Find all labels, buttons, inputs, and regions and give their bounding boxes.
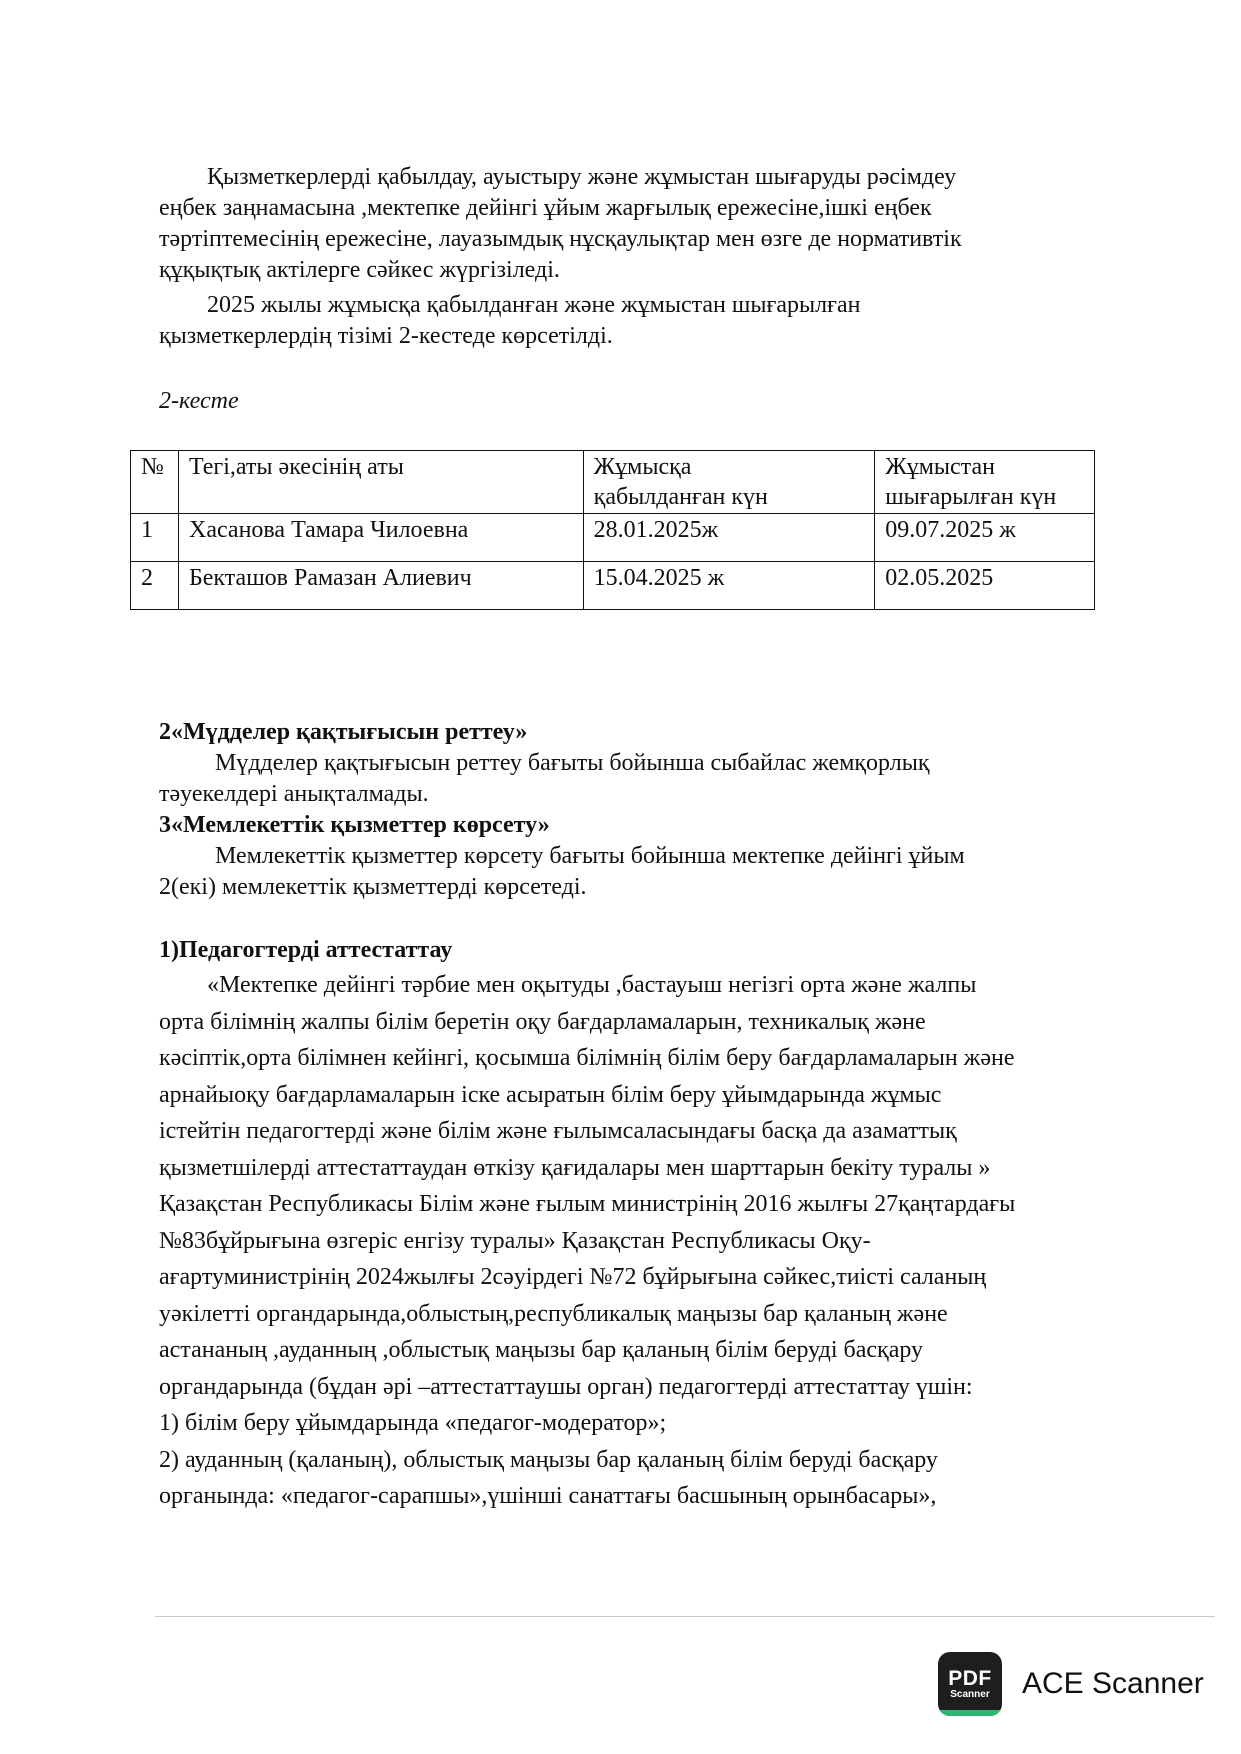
section-2-heading: 2«Мүдделер қақтығысын реттеу» — [159, 719, 528, 745]
attestation-heading: 1)Педагогтерді аттестаттау — [159, 937, 453, 963]
text-line: 2(екі) мемлекеттік қызметтерді көрсетеді. — [159, 874, 587, 900]
scan-edge-line — [155, 1616, 1215, 1617]
pdf-icon-label: PDF — [948, 1666, 992, 1690]
scanner-app-name: ACE Scanner — [1022, 1667, 1204, 1700]
section-3-heading: 3«Мемлекеттік қызметтер көрсету» — [159, 812, 550, 838]
row-full-name: Бекташов Рамазан Алиевич — [178, 562, 583, 610]
row-number: 2 — [131, 562, 179, 610]
attestation-body — [159, 967, 1159, 1515]
text-line: Мемлекеттік қызметтер көрсету бағыты бойынша мектепке дейінгі ұйым — [215, 843, 965, 869]
text-line: арнайыоқу бағдарламаларын іске асыратын білім беру ұйымдарында жұмыс — [159, 1081, 942, 1108]
text-line: қызметшілерді аттестаттаудан өткізу қағидалары мен шарттарын бекіту туралы » — [159, 1154, 991, 1181]
row-dismissal-date: 02.05.2025 — [875, 562, 1095, 610]
row-hire-date: 15.04.2025 ж — [583, 562, 875, 610]
row-number: 1 — [131, 514, 179, 562]
text-line: тәуекелдері анықталмады. — [159, 781, 429, 807]
intro-paragraph-1 — [159, 162, 1159, 286]
header-dismissal-date: Жұмыстан шығарылған күн — [875, 451, 1095, 514]
pdf-scanner-icon — [938, 1652, 1002, 1716]
text-line: кәсіптік,орта білімнен кейінгі, қосымша білімнің білім беру бағдарламаларын және — [159, 1045, 1015, 1071]
row-full-name: Хасанова Тамара Чилоевна — [178, 514, 583, 562]
text-line: органында: «педагог-сарапшы»,үшінші санаттағы басшының орынбасары», — [159, 1483, 937, 1509]
table-row — [131, 562, 1095, 610]
staff-table — [130, 450, 1095, 610]
row-dismissal-date: 09.07.2025 ж — [875, 514, 1095, 562]
text-line: орта білімнің жалпы білім беретін оқу бағдарламаларын, техникалық және — [159, 1008, 926, 1035]
text-line: 2) ауданның (қаланың), облыстық маңызы бар қаланың білім беруді басқару — [159, 1446, 938, 1473]
text-line: Қызметкерлерді қабылдау, ауыстыру және жұмыстан шығаруды рәсімдеу — [207, 164, 957, 190]
text-line: 1) білім беру ұйымдарында «педагог-модератор»; — [159, 1410, 667, 1436]
row-hire-date: 28.01.2025ж — [583, 514, 875, 562]
text-line: тәртіптемесінің ережесіне, лауазымдық нұсқаулықтар мен өзге де нормативтік — [159, 226, 962, 252]
text-line: №83бұйрығына өзгеріс енгізу туралы» Қазақстан Республикасы Оқу- — [159, 1227, 871, 1254]
table-caption: 2-кесте — [159, 388, 239, 414]
pdf-icon-accent — [938, 1710, 1002, 1716]
text-line: еңбек заңнамасына ,мектепке дейінгі ұйым жарғылық ережесіне,ішкі еңбек — [159, 195, 932, 221]
text-line: 2025 жылы жұмысқа қабылданған және жұмыстан шығарылған — [207, 292, 861, 318]
text-line: ағартуминистрінің 2024жылғы 2сәуірдегі №72 бұйрығына сәйкес,тиісті саланың — [159, 1264, 987, 1290]
text-line: істейтін педагогтерді және білім және ғылымсаласындағы басқа да азаматтық — [159, 1118, 957, 1144]
section-2 — [159, 717, 1159, 810]
table-header-row — [131, 451, 1095, 514]
header-full-name: Тегі,аты әкесінің аты — [178, 451, 583, 514]
text-line: астананың ,ауданның ,облыстық маңызы бар қаланың білім беруді басқару — [159, 1337, 924, 1363]
text-line: құқықтық актілерге сәйкес жүргізіледі. — [159, 257, 560, 283]
intro-paragraph-2 — [159, 290, 1159, 352]
pdf-icon-sublabel: Scanner — [950, 1688, 990, 1700]
scanner-watermark — [938, 1651, 1204, 1717]
text-line: «Мектепке дейінгі тәрбие мен оқытуды ,бастауыш негізгі орта және жалпы — [207, 972, 977, 998]
text-line: Мүдделер қақтығысын реттеу бағыты бойынша сыбайлас жемқорлық — [215, 750, 930, 776]
text-line: уәкілетті органдарында,облыстың,республикалық маңызы бар қаланың және — [159, 1300, 948, 1327]
text-line: органдарында (бұдан әрі –аттестаттаушы орган) педагогтерді аттестаттау үшін: — [159, 1373, 973, 1400]
text-line: Қазақстан Республикасы Білім және ғылым министрінің 2016 жылғы 27қаңтардағы — [159, 1191, 1016, 1217]
table-row — [131, 514, 1095, 562]
header-number: № — [131, 451, 179, 514]
section-3 — [159, 810, 1159, 903]
text-line: қызметкерлердің тізімі 2-кестеде көрсетілді. — [159, 323, 613, 349]
header-hire-date: Жұмысқа қабылданған күн — [583, 451, 875, 514]
